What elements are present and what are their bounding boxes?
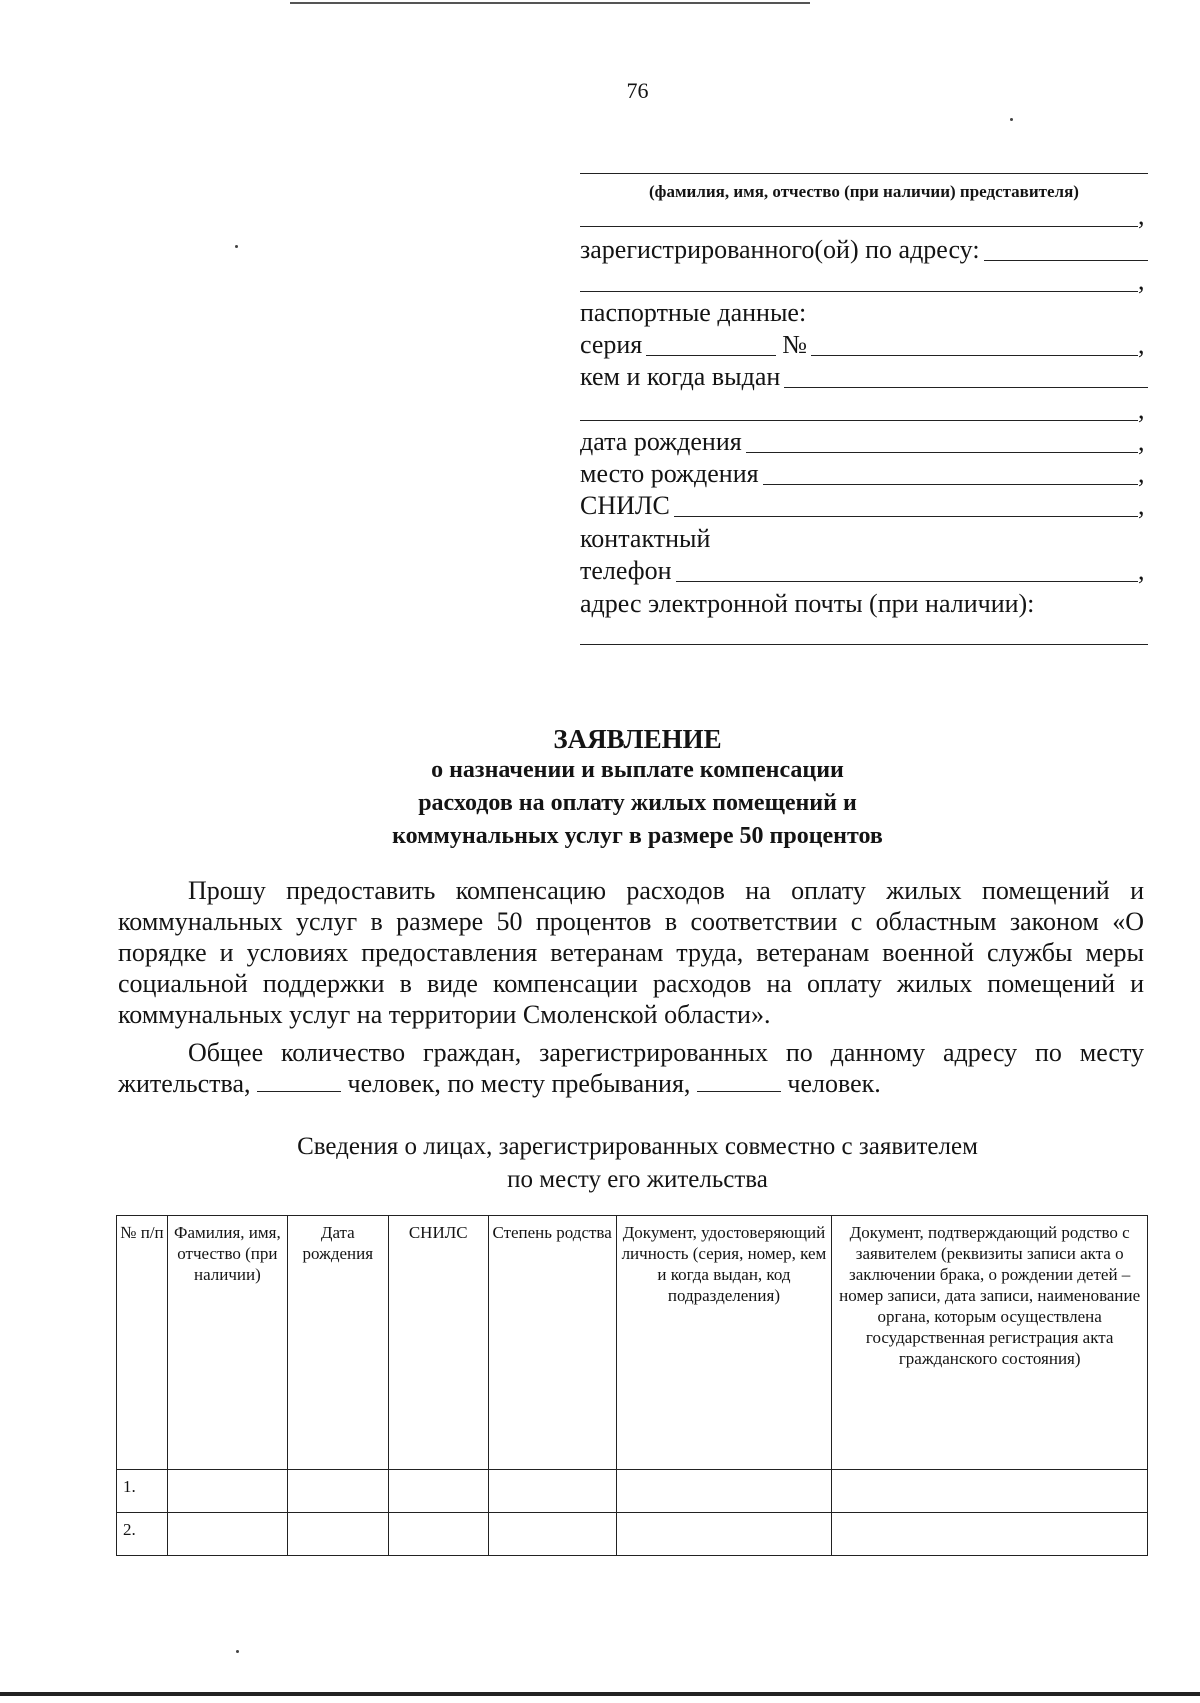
- address-continued-row: ,: [580, 265, 1148, 297]
- temporary-residents-count-field[interactable]: [697, 1071, 781, 1092]
- birth-place-row: место рождения ,: [580, 459, 1145, 488]
- table-row: [117, 1470, 1148, 1513]
- table-caption-line-2: по месту его жительства: [507, 1166, 768, 1193]
- address-field[interactable]: [984, 238, 1148, 261]
- address-label: зарегистрированного(ой) по адресу:: [580, 235, 980, 264]
- scan-edge-top: [290, 2, 810, 4]
- scan-speck: [1010, 118, 1013, 121]
- header-relationship: Степень родства: [488, 1216, 616, 1470]
- table-cell[interactable]: [287, 1513, 388, 1556]
- series-field[interactable]: [646, 333, 776, 356]
- issued-field[interactable]: [784, 365, 1148, 388]
- representative-extra-field[interactable]: [580, 204, 1138, 227]
- passport-number-field[interactable]: [811, 333, 1138, 356]
- passport-label: паспортные данные:: [580, 298, 807, 327]
- request-paragraph: Прошу предоставить компенсацию расходов на оплату жилых помещений и коммунальных услуг в размере 50 процентов в соответствии с областным законом «О порядке и условиях предоставления ветеранам труда, ветеранам военной службы меры социальной поддержки в виде компенсации расходов на оплату жилых помещений и коммунальных услуг на территории Смоленской области».: [118, 876, 1144, 1029]
- table-cell[interactable]: [488, 1470, 616, 1513]
- snils-row: СНИЛС ,: [580, 491, 1145, 520]
- table-cell[interactable]: [616, 1513, 832, 1556]
- residents-text-part-1: Общее количество граждан, зарегистрированных по данному адресу по месту жительства,: [118, 1038, 1144, 1098]
- scan-edge-bottom: [0, 1692, 1200, 1696]
- document-subtitle-line-3: коммунальных услуг в размере 50 процентов: [392, 823, 883, 849]
- table-caption-line-1: Сведения о лицах, зарегистрированных совместно с заявителем: [297, 1133, 978, 1160]
- table-header-row: [117, 1216, 1148, 1470]
- phone-field[interactable]: [676, 559, 1139, 582]
- document-title: ЗАЯВЛЕНИЕ: [553, 724, 722, 754]
- issued-continued-row: ,: [580, 394, 1148, 426]
- header-full-name: Фамилия, имя, отчество (при наличии): [167, 1216, 287, 1470]
- birth-date-row: дата рождения ,: [580, 427, 1145, 456]
- birth-place-label: место рождения: [580, 459, 759, 488]
- table-cell[interactable]: [287, 1470, 388, 1513]
- birth-place-field[interactable]: [763, 462, 1138, 485]
- scan-speck: [236, 1650, 239, 1653]
- contact-label: контактный: [580, 524, 711, 553]
- cohabitants-table: [116, 1215, 1148, 1556]
- address-row: [580, 234, 1148, 266]
- series-row: серия № ,: [580, 330, 1145, 359]
- phone-row: телефон ,: [580, 556, 1145, 585]
- issued-continued-field[interactable]: [580, 398, 1138, 421]
- table-cell[interactable]: [616, 1470, 832, 1513]
- residents-text-part-3: человек.: [787, 1069, 881, 1098]
- snils-label: СНИЛС: [580, 491, 670, 520]
- phone-label: телефон: [580, 556, 672, 585]
- scan-speck: [235, 245, 238, 248]
- issued-row: [580, 361, 1148, 393]
- residents-count-field[interactable]: [257, 1071, 341, 1092]
- email-field[interactable]: [580, 644, 1148, 645]
- table-cell[interactable]: [488, 1513, 616, 1556]
- page-number: 76: [626, 78, 649, 103]
- table-row: [117, 1513, 1148, 1556]
- header-birth-date: Дата рождения: [287, 1216, 388, 1470]
- representative-continued-line: ,: [580, 200, 1148, 232]
- header-kinship-document: Документ, подтверждающий родство с заявителем (реквизиты записи акта о заключении брака, о рождении детей – номер записи, дата записи, наименование органа, которым осуществлена государственная регистрация акта гражданского состояния): [832, 1216, 1148, 1470]
- birth-date-label: дата рождения: [580, 427, 742, 456]
- number-label: №: [782, 330, 808, 359]
- row-number: 1.: [117, 1470, 168, 1513]
- table-cell[interactable]: [832, 1513, 1148, 1556]
- residents-text-part-2: человек, по месту пребывания,: [347, 1069, 691, 1098]
- issued-label: кем и когда выдан: [580, 362, 781, 391]
- series-label: серия: [580, 330, 643, 359]
- table-cell[interactable]: [167, 1513, 287, 1556]
- representative-caption: (фамилия, имя, отчество (при наличии) представителя): [649, 182, 1079, 201]
- table-cell[interactable]: [167, 1470, 287, 1513]
- header-identity-document: Документ, удостоверяющий личность (серия, номер, кем и когда выдан, код подразделения): [616, 1216, 832, 1470]
- header-snils: СНИЛС: [388, 1216, 488, 1470]
- table-cell[interactable]: [832, 1470, 1148, 1513]
- snils-field[interactable]: [674, 494, 1138, 517]
- address-continued-field[interactable]: [580, 269, 1138, 292]
- residents-count-paragraph: [118, 1037, 1144, 1099]
- birth-date-field[interactable]: [746, 430, 1138, 453]
- document-subtitle-line-1: о назначении и выплате компенсации: [431, 757, 844, 783]
- header-number: № п/п: [117, 1216, 168, 1470]
- representative-name-line: [580, 173, 1148, 174]
- row-number: 2.: [117, 1513, 168, 1556]
- table-cell[interactable]: [388, 1470, 488, 1513]
- email-label: адрес электронной почты (при наличии):: [580, 589, 1035, 618]
- table-cell[interactable]: [388, 1513, 488, 1556]
- document-subtitle-line-2: расходов на оплату жилых помещений и: [418, 790, 857, 816]
